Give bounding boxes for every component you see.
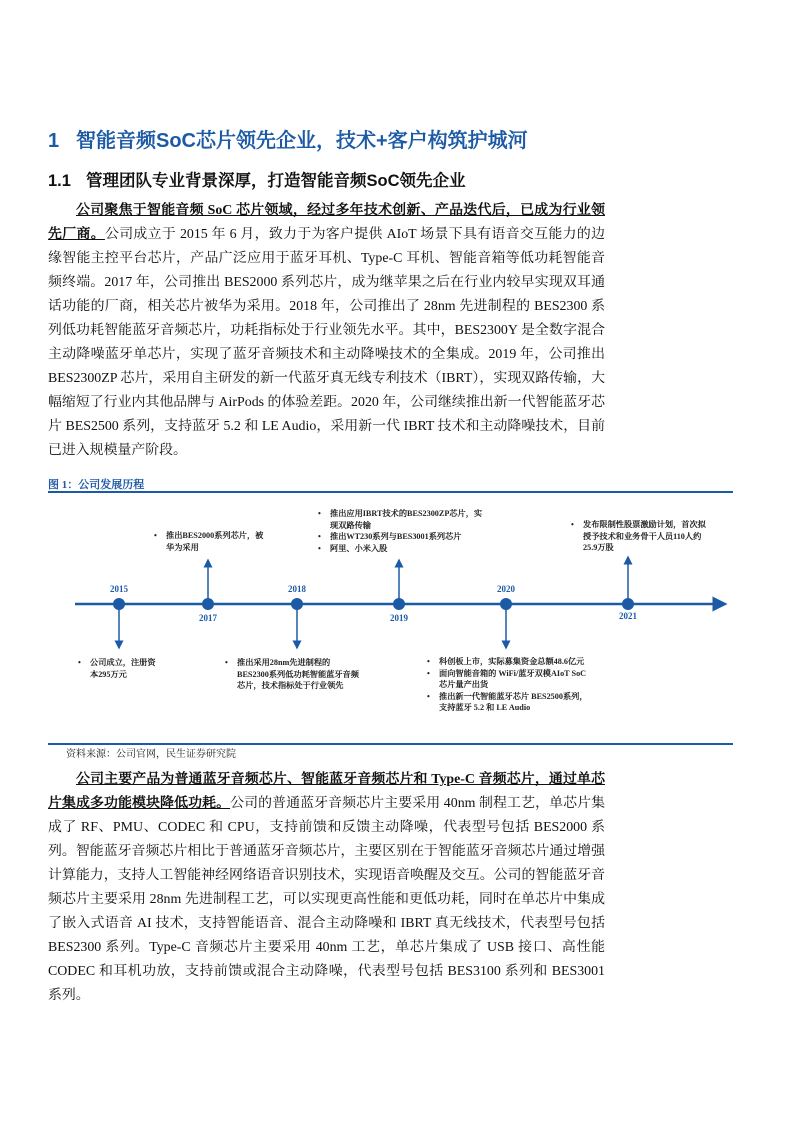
dot-2015: [113, 598, 125, 610]
dot-2021: [622, 598, 634, 610]
event-item: • 推出采用28nm先进制程的BES2300系列低功耗智能蓝牙音频芯片，技术指标处于行业领先: [225, 657, 360, 692]
year-label-2015: 2015: [110, 584, 128, 594]
event-item: • 阿里、小米入股: [318, 543, 488, 555]
year-label-2020: 2020: [497, 584, 515, 594]
dot-2018: [291, 598, 303, 610]
section-title: 智能音频SoC芯片领先企业，技术+客户构筑护城河: [76, 130, 528, 152]
paragraph-lead: 公司聚焦于智能音频 SoC 芯片领域，经过多年技术创新、产品迭代后，已成为行业领先厂商。: [48, 203, 605, 242]
event-item: • 推出应用IBRT技术的BES2300ZP芯片，实现双路传输: [318, 508, 488, 531]
event-item: • 科创板上市，实际募集资金总额48.6亿元: [427, 656, 592, 668]
year-label-2018: 2018: [288, 584, 306, 594]
event-note-2019: [318, 508, 488, 554]
year-label-2019: 2019: [390, 613, 408, 623]
subsection-number: 1.1: [48, 172, 71, 190]
dot-2017: [202, 598, 214, 610]
event-item: • 面向智能音箱的 WiFi/蓝牙双模AIoT SoC芯片量产出货: [427, 668, 592, 691]
paragraph-company-overview: [48, 199, 605, 463]
subsection-title: 管理团队专业背景深厚，打造智能音频SoC领先企业: [86, 172, 466, 190]
figure-source: 资料来源：公司官网，民生证券研究院: [66, 749, 236, 760]
section-number: 1: [48, 130, 60, 152]
event-item: • 推出BES2000系列芯片，被华为采用: [154, 530, 269, 553]
event-item: • 发布限制性股票激励计划，首次拟授予技术和业务骨干人员110人约25.9万股: [571, 519, 711, 554]
event-note-2020: [427, 656, 592, 714]
paragraph-body: 公司的普通蓝牙音频芯片主要采用 40nm 制程工艺，单芯片集成了 RF、PMU、CODEC 和 CPU，支持前馈和反馈主动降噪，代表型号包括 BES2000 系列。智能蓝牙音频芯片相比于普通蓝牙音频芯片，主要区别在于智能蓝牙音频芯片通过增强计算能力，支持人工智能神经网络语音识别技术，实现语音唤醒及交互。公司的智能蓝牙音频芯片主要采用 28nm 先进制程工艺，可以实现更高性能和更低功耗，同时在单芯片中集成了嵌入式语音 AI 技术，支持智能语音、混合主动降噪和 IBRT 真无线技术，代表型号包括 BES2300 系列。Type-C 音频芯片主要采用 40nm 工艺，单芯片集成了 USB 接口、高性能 CODEC 和耳机功放，支持前馈或混合主动降噪，代表型号包括 BES3100 系列和 BES3001 系列。: [48, 796, 605, 1003]
event-note-2021: [571, 519, 711, 554]
figure-top-rule: [48, 491, 733, 493]
paragraph-body: 公司成立于 2015 年 6 月，致力于为客户提供 AIoT 场景下具有语音交互能力的边缘智能主控平台芯片，产品广泛应用于蓝牙耳机、Type-C 耳机、智能音箱等低功耗智能音频终端。2017 年，公司推出 BES2000 系列芯片，成为继苹果之后在行业内较早实现双耳通话功能的厂商，相关芯片被华为采用。2018 年，公司推出了 28nm 先进制程的 BES2300 系列低功耗智能蓝牙音频芯片，功耗指标处于行业领先水平。其中，BES2300Y 是全数字混合主动降噪蓝牙单芯片，实现了蓝牙音频技术和主动降噪技术的全集成。2019 年，公司推出 BES2300ZP 芯片，采用自主研发的新一代蓝牙真无线专利技术（IBRT），实现双路传输，大幅缩短了行业内其他品牌与 AirPods 的体验差距。2020 年，公司继续推出新一代智能蓝牙芯片 BES2500 系列，支持蓝牙 5.2 和 LE Audio，采用新一代 IBRT 技术和主动降噪技术，目前已进入规模量产阶段。: [48, 227, 605, 458]
event-item: • 推出新一代智能蓝牙芯片 BES2500系列，支持蓝牙 5.2 和 LE Audio: [427, 691, 592, 714]
figure-title: 图 1：公司发展历程: [48, 479, 145, 491]
year-label-2021: 2021: [619, 611, 637, 621]
subsection-heading: [48, 167, 466, 191]
dot-2020: [500, 598, 512, 610]
event-item: • 推出WT230系列与BES3001系列芯片: [318, 531, 488, 543]
event-note-2017: [154, 530, 269, 553]
event-note-2015: [78, 657, 163, 680]
paragraph-products: [48, 768, 605, 1008]
event-item: • 公司成立，注册资本295万元: [78, 657, 163, 680]
paragraph-lead: 公司主要产品为普通蓝牙音频芯片、智能蓝牙音频芯片和 Type-C 音频芯片，通过单芯片集成多功能模块降低功耗。: [48, 772, 605, 811]
event-note-2018: [225, 657, 360, 692]
dot-2019: [393, 598, 405, 610]
section-heading: [48, 124, 528, 153]
year-label-2017: 2017: [199, 613, 217, 623]
